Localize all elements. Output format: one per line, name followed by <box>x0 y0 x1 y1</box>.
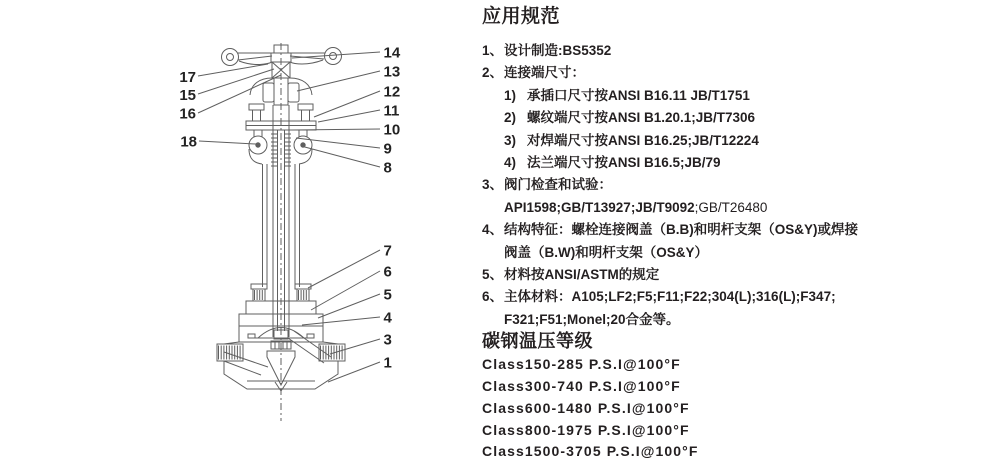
bonnet <box>239 301 323 342</box>
callout-numbers <box>179 45 401 372</box>
callout-label: 9 <box>383 140 392 158</box>
spec-line <box>482 40 997 62</box>
spec-line-text: 材料按ANSI/ASTM的规定 <box>504 267 660 283</box>
spec-line-number: 5、 <box>482 267 504 283</box>
callout-label: 15 <box>179 87 196 104</box>
callout-label: 1 <box>383 354 392 372</box>
spec-line-text: 对焊端尺寸按ANSI B16.25;JB/T12224 <box>527 132 759 148</box>
callout-label: 18 <box>180 133 197 151</box>
valve-diagram <box>140 25 440 443</box>
callout-label: 6 <box>383 263 392 281</box>
spec-line <box>482 242 997 264</box>
callout-label: 14 <box>383 44 401 62</box>
rating-line: Class1500-3705 P.S.I@100°F <box>482 443 699 460</box>
spec-line <box>482 85 997 107</box>
spec-line-text: 主体材料：A105;LF2;F5;F11;F22;304(L);316(L);F347; <box>504 289 836 305</box>
rating-line: Class800-1975 P.S.I@100°F <box>482 421 690 438</box>
spec-line <box>482 197 997 219</box>
spec-line-text: 阀盖（B.W)和明杆支架（OS&Y） <box>504 244 708 260</box>
spec-line <box>482 309 997 331</box>
callout-label: 4 <box>383 309 392 327</box>
spec-line-text: 连接端尺寸： <box>504 65 585 81</box>
spec-line-number: 6、 <box>482 289 504 305</box>
callout-label: 11 <box>383 102 400 120</box>
spec-line-text: 设计制造:BS5352 <box>504 43 612 58</box>
spec-line-text: F321;F51;Monel;20合金等。 <box>504 311 680 327</box>
spec-line-number: 4、 <box>482 222 504 238</box>
spec-panel <box>482 5 997 463</box>
spec-line-number: 3、 <box>482 177 504 193</box>
spec-line-number: 1) <box>504 87 517 103</box>
spec-line-text: 结构特征：螺栓连接阀盖（B.B)和明杆支架（OS&Y)或焊接 <box>504 222 858 238</box>
spec-line-text-light: ;GB/T26480 <box>694 199 768 215</box>
specs-heading: 应用规范 <box>482 6 561 27</box>
callout-label: 17 <box>179 69 196 86</box>
spec-line-number: 1、 <box>482 43 504 58</box>
ratings-heading: 碳钢温压等级 <box>482 331 593 352</box>
callout-label: 10 <box>383 121 401 139</box>
callout-label: 7 <box>383 242 392 260</box>
spec-line-text: 法兰端尺寸按ANSI B16.5;JB/79 <box>527 155 721 171</box>
spec-line <box>482 219 997 241</box>
spec-line <box>482 174 997 196</box>
spec-line <box>482 264 997 286</box>
spec-line-text: API1598;GB/T13927;JB/T9092 <box>504 199 695 215</box>
callout-label: 5 <box>383 286 392 304</box>
spec-line <box>482 152 997 174</box>
rating-line: Class150-285 P.S.I@100°F <box>482 356 681 373</box>
callout-label: 12 <box>383 83 401 101</box>
callout-label: 8 <box>383 159 392 177</box>
rating-line: Class600-1480 P.S.I@100°F <box>482 399 690 416</box>
spec-line-number: 2) <box>504 110 517 126</box>
spec-line-text: 螺纹端尺寸按ANSI B1.20.1;JB/T7306 <box>527 110 756 126</box>
spec-line-number: 3) <box>504 132 517 148</box>
callout-label: 13 <box>383 63 401 81</box>
spec-line-number: 2、 <box>482 65 504 81</box>
spec-line-text: 承插口尺寸按ANSI B16.11 JB/T1751 <box>527 87 750 103</box>
spec-line <box>482 130 997 152</box>
rating-line: Class300-740 P.S.I@100°F <box>482 378 681 395</box>
callout-label: 3 <box>383 331 392 349</box>
spec-line <box>482 107 997 129</box>
callout-label: 16 <box>179 105 196 123</box>
spec-line <box>482 62 997 84</box>
spec-line-text: 阀门检查和试验： <box>504 177 612 193</box>
spec-line <box>482 286 997 308</box>
spec-line-number: 4) <box>504 155 517 171</box>
